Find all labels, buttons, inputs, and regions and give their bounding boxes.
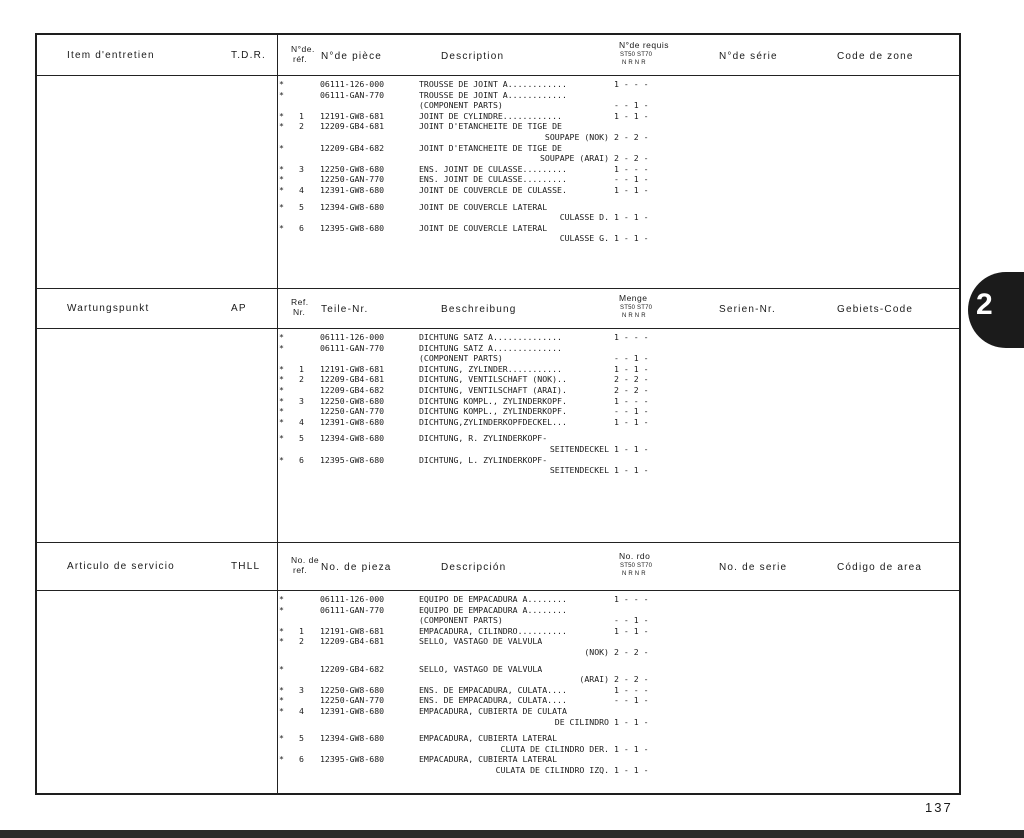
table-row <box>37 594 959 604</box>
part-description: (NOK) <box>584 647 609 657</box>
table-row <box>37 174 959 184</box>
new-model-marker: * <box>279 342 284 353</box>
section-divider <box>37 542 959 543</box>
required-quantity: 1 - - - <box>614 395 649 406</box>
new-model-marker: * <box>279 395 284 406</box>
part-number: 12250-GW8-680 <box>320 684 385 695</box>
new-model-marker: * <box>279 79 284 89</box>
part-number: 06111-126-000 <box>320 79 385 89</box>
new-model-marker: * <box>279 406 284 417</box>
header-area-code: Código de area <box>837 562 923 573</box>
part-number: 12395-GW8-680 <box>320 754 385 765</box>
header-code: THLL <box>231 561 261 572</box>
ref-number: 3 <box>299 684 304 695</box>
table-row <box>37 615 959 625</box>
table-row <box>37 185 959 195</box>
required-quantity: 1 - 1 - <box>614 465 649 476</box>
header-ref-number: No. de <box>291 555 320 565</box>
ref-number: 6 <box>299 454 304 465</box>
header-serial-number: No. de serie <box>719 562 788 573</box>
table-row <box>37 100 959 110</box>
header-area-code: Code de zone <box>837 51 914 62</box>
required-quantity: 2 - 2 - <box>614 385 649 395</box>
part-description: DICHTUNG SATZ A.............. <box>419 342 562 353</box>
table-row <box>37 396 959 406</box>
part-number: 12209-GB4-681 <box>320 636 385 647</box>
header-divider <box>37 590 959 591</box>
required-quantity: 1 - - - <box>614 684 649 695</box>
parts-catalog-table <box>35 33 961 795</box>
part-description: JOINT DE COUVERCLE LATERAL <box>419 222 548 233</box>
part-number: 12394-GW8-680 <box>320 433 385 444</box>
required-quantity: 1 - - - <box>614 594 649 604</box>
part-number: 12250-GAN-770 <box>320 695 385 706</box>
chapter-tab-label: 2 <box>976 288 993 321</box>
part-description: SOUPAPE (ARAI) <box>539 153 609 164</box>
ref-number: 2 <box>299 374 304 385</box>
ref-number: 4 <box>299 706 304 716</box>
required-quantity: 1 - 1 - <box>614 416 649 427</box>
new-model-marker: * <box>279 121 284 132</box>
part-number: 12250-GAN-770 <box>320 174 385 185</box>
new-model-marker: * <box>279 374 284 385</box>
required-quantity: 2 - 2 - <box>614 674 649 685</box>
table-row <box>37 79 959 89</box>
table-row <box>37 733 959 743</box>
header-description: Description <box>441 51 505 62</box>
ref-number: 6 <box>299 222 304 233</box>
part-number: 12209-GB4-681 <box>320 121 385 132</box>
ref-number: 4 <box>299 185 304 195</box>
header-quantity-variants: N R N R <box>622 313 646 319</box>
header-code: AP <box>231 303 247 314</box>
new-model-marker: * <box>279 625 284 636</box>
table-row <box>37 465 959 475</box>
new-model-marker: * <box>279 110 284 121</box>
part-description: ENS. JOINT DE CULASSE......... <box>419 174 567 185</box>
ref-number: 5 <box>299 201 304 212</box>
required-quantity: 1 - 1 - <box>614 716 649 727</box>
table-row <box>37 233 959 243</box>
table-row <box>37 143 959 153</box>
part-number: 06111-126-000 <box>320 594 385 604</box>
header-description: Beschreibung <box>441 304 517 315</box>
table-row <box>37 433 959 443</box>
part-number: 12209-GB4-682 <box>320 663 385 674</box>
table-row <box>37 90 959 100</box>
new-model-marker: * <box>279 684 284 695</box>
part-description: CLUTA DE CILINDRO DER. <box>500 743 609 754</box>
part-number: 12391-GW8-680 <box>320 416 385 427</box>
part-number: 12394-GW8-680 <box>320 201 385 212</box>
table-row <box>37 765 959 775</box>
part-description: SELLO, VASTAGO DE VALVULA <box>419 663 543 674</box>
header-quantity-models: ST50 ST70 <box>620 52 653 58</box>
header-divider <box>37 328 959 329</box>
ref-number: 3 <box>299 395 304 406</box>
part-description: DICHTUNG, R. ZYLINDERKOPF- <box>419 433 548 444</box>
part-description: ENS. DE EMPACADURA, CULATA.... <box>419 684 567 695</box>
part-description: SOUPAPE (NOK) <box>544 132 609 142</box>
header-description: Descripción <box>441 562 507 573</box>
part-description: EMPACADURA, CUBIERTA LATERAL <box>419 754 558 765</box>
header-quantity: No. rdo <box>619 551 651 561</box>
ref-number: 2 <box>299 121 304 132</box>
part-number: 06111-GAN-770 <box>320 604 385 615</box>
header-quantity: N°de requis <box>619 40 670 50</box>
part-number: 12209-GB4-682 <box>320 385 385 395</box>
new-model-marker: * <box>279 454 284 465</box>
required-quantity: 1 - 1 - <box>614 765 649 775</box>
header-code: T.D.R. <box>231 50 266 61</box>
part-number: 06111-126-000 <box>320 332 385 342</box>
table-row <box>37 223 959 233</box>
section-de <box>37 288 959 542</box>
section-fr <box>37 35 959 288</box>
required-quantity: 1 - 1 - <box>614 233 649 244</box>
part-description: (COMPONENT PARTS) <box>419 615 503 626</box>
part-description: TROUSSE DE JOINT A............ <box>419 89 567 100</box>
part-description: DICHTUNG SATZ A.............. <box>419 332 562 342</box>
part-description: (COMPONENT PARTS) <box>419 353 503 364</box>
table-row <box>37 444 959 454</box>
required-quantity: 1 - 1 - <box>614 363 649 374</box>
required-quantity: 2 - 2 - <box>614 647 649 657</box>
header-part-number: N°de pièce <box>321 51 383 62</box>
required-quantity: 2 - 2 - <box>614 374 649 385</box>
ref-number: 3 <box>299 163 304 174</box>
part-description: EQUIPO DE EMPACADURA A........ <box>419 594 567 604</box>
header-service-item: Wartungspunkt <box>67 303 150 314</box>
part-number: 12191-GW8-681 <box>320 363 385 374</box>
part-description: CULASSE D. <box>559 212 609 223</box>
new-model-marker: * <box>279 222 284 233</box>
part-number: 12209-GB4-681 <box>320 374 385 385</box>
required-quantity: - - 1 - <box>614 353 649 364</box>
required-quantity: 1 - 1 - <box>614 212 649 223</box>
part-description: (COMPONENT PARTS) <box>419 100 503 111</box>
new-model-marker: * <box>279 636 284 647</box>
part-description: TROUSSE DE JOINT A............ <box>419 79 567 89</box>
new-model-marker: * <box>279 185 284 195</box>
table-row <box>37 685 959 695</box>
section-es <box>37 542 959 795</box>
part-number: 12391-GW8-680 <box>320 185 385 195</box>
part-description: SEITENDECKEL <box>549 465 609 476</box>
new-model-marker: * <box>279 142 284 153</box>
new-model-marker: * <box>279 433 284 444</box>
part-number: 12394-GW8-680 <box>320 733 385 744</box>
part-description: SEITENDECKEL <box>549 444 609 454</box>
part-description: CULATA DE CILINDRO IZQ. <box>495 765 609 775</box>
required-quantity: 1 - 1 - <box>614 185 649 195</box>
new-model-marker: * <box>279 604 284 615</box>
part-description: EMPACADURA, CUBIERTA LATERAL <box>419 733 558 744</box>
table-row <box>37 647 959 657</box>
table-row <box>37 202 959 212</box>
required-quantity: 1 - - - <box>614 79 649 89</box>
part-number: 12191-GW8-681 <box>320 625 385 636</box>
part-description: DICHTUNG, VENTILSCHAFT (ARAI). <box>419 385 567 395</box>
table-row <box>37 353 959 363</box>
table-row <box>37 164 959 174</box>
table-row <box>37 385 959 395</box>
required-quantity: - - 1 - <box>614 406 649 417</box>
table-row <box>37 364 959 374</box>
part-number: 06111-GAN-770 <box>320 89 385 100</box>
table-row <box>37 343 959 353</box>
part-description: DE CILINDRO <box>554 716 609 727</box>
ref-number: 5 <box>299 733 304 744</box>
part-number: 12395-GW8-680 <box>320 222 385 233</box>
table-row <box>37 153 959 163</box>
header-serial-number: Serien-Nr. <box>719 304 777 315</box>
table-row <box>37 111 959 121</box>
table-row <box>37 332 959 342</box>
ref-number: 1 <box>299 363 304 374</box>
ref-number: 6 <box>299 754 304 765</box>
table-row <box>37 132 959 142</box>
part-number: 12250-GAN-770 <box>320 406 385 417</box>
new-model-marker: * <box>279 174 284 185</box>
header-service-item: Item d'entretien <box>67 50 155 61</box>
header-part-number: Teile-Nr. <box>321 304 369 315</box>
part-description: DICHTUNG KOMPL., ZYLINDERKOPF. <box>419 406 567 417</box>
table-row <box>37 121 959 131</box>
part-description: JOINT DE COUVERCLE LATERAL <box>419 201 548 212</box>
new-model-marker: * <box>279 663 284 674</box>
part-description: JOINT DE CYLINDRE............ <box>419 110 562 121</box>
new-model-marker: * <box>279 89 284 100</box>
part-description: EMPACADURA, CUBIERTA DE CULATA <box>419 706 567 716</box>
header-quantity-models: ST50 ST70 <box>620 563 653 569</box>
required-quantity: - - 1 - <box>614 695 649 706</box>
table-row <box>37 706 959 716</box>
part-description: DICHTUNG KOMPL., ZYLINDERKOPF. <box>419 395 567 406</box>
header-ref-number-line2: réf. <box>293 54 308 64</box>
required-quantity: 1 - 1 - <box>614 625 649 636</box>
table-row <box>37 417 959 427</box>
header-ref-number: Ref. <box>291 297 309 307</box>
required-quantity: - - 1 - <box>614 100 649 111</box>
table-row <box>37 754 959 764</box>
new-model-marker: * <box>279 695 284 706</box>
part-description: DICHTUNG, L. ZYLINDERKOPF- <box>419 454 548 465</box>
new-model-marker: * <box>279 733 284 744</box>
part-number: 12209-GB4-682 <box>320 142 385 153</box>
new-model-marker: * <box>279 363 284 374</box>
required-quantity: 1 - 1 - <box>614 444 649 454</box>
part-description: JOINT DE COUVERCLE DE CULASSE. <box>419 185 567 195</box>
new-model-marker: * <box>279 754 284 765</box>
part-number: 12191-GW8-681 <box>320 110 385 121</box>
ref-number: 5 <box>299 433 304 444</box>
table-row <box>37 374 959 384</box>
part-description: ENS. DE EMPACADURA, CULATA.... <box>419 695 567 706</box>
table-row <box>37 744 959 754</box>
part-description: JOINT D'ETANCHEITE DE TIGE DE <box>419 121 562 132</box>
new-model-marker: * <box>279 706 284 716</box>
header-part-number: No. de pieza <box>321 562 392 573</box>
new-model-marker: * <box>279 385 284 395</box>
new-model-marker: * <box>279 416 284 427</box>
part-description: JOINT D'ETANCHEITE DE TIGE DE <box>419 142 562 153</box>
header-ref-number-line2: Nr. <box>293 307 306 317</box>
header-service-item: Articulo de servicio <box>67 561 175 572</box>
table-row <box>37 406 959 416</box>
required-quantity: 1 - 1 - <box>614 743 649 754</box>
table-row <box>37 674 959 684</box>
required-quantity: 1 - - - <box>614 163 649 174</box>
scan-shadow-edge <box>0 830 1024 838</box>
table-row <box>37 455 959 465</box>
header-ref-number-line2: ref. <box>293 565 308 575</box>
table-row <box>37 636 959 646</box>
required-quantity: 1 - - - <box>614 332 649 342</box>
part-description: ENS. JOINT DE CULASSE......... <box>419 163 567 174</box>
part-description: EQUIPO DE EMPACADURA A........ <box>419 604 567 615</box>
header-area-code: Gebiets-Code <box>837 304 914 315</box>
required-quantity: 1 - 1 - <box>614 110 649 121</box>
new-model-marker: * <box>279 201 284 212</box>
table-row <box>37 664 959 674</box>
header-quantity-variants: N R N R <box>622 571 646 577</box>
header-quantity-models: ST50 ST70 <box>620 305 653 311</box>
page-number: 137 <box>925 800 953 815</box>
header-divider <box>37 75 959 76</box>
part-description: DICHTUNG, ZYLINDER........... <box>419 363 562 374</box>
table-row <box>37 695 959 705</box>
part-number: 06111-GAN-770 <box>320 342 385 353</box>
table-row <box>37 717 959 727</box>
table-row <box>37 605 959 615</box>
section-divider <box>37 288 959 289</box>
required-quantity: 2 - 2 - <box>614 153 649 164</box>
required-quantity: 2 - 2 - <box>614 132 649 142</box>
ref-number: 2 <box>299 636 304 647</box>
table-row <box>37 212 959 222</box>
part-description: DICHTUNG, VENTILSCHAFT (NOK).. <box>419 374 567 385</box>
required-quantity: - - 1 - <box>614 615 649 626</box>
part-number: 12395-GW8-680 <box>320 454 385 465</box>
ref-number: 4 <box>299 416 304 427</box>
part-number: 12250-GW8-680 <box>320 163 385 174</box>
header-quantity: Menge <box>619 293 648 303</box>
part-description: CULASSE G. <box>559 233 609 244</box>
header-ref-number: N°de. <box>291 44 315 54</box>
new-model-marker: * <box>279 163 284 174</box>
part-description: SELLO, VASTAGO DE VALVULA <box>419 636 543 647</box>
new-model-marker: * <box>279 594 284 604</box>
part-number: 12391-GW8-680 <box>320 706 385 716</box>
ref-number: 1 <box>299 110 304 121</box>
required-quantity: - - 1 - <box>614 174 649 185</box>
part-description: (ARAI) <box>579 674 609 685</box>
header-quantity-variants: N R N R <box>622 60 646 66</box>
part-number: 12250-GW8-680 <box>320 395 385 406</box>
new-model-marker: * <box>279 332 284 342</box>
table-row <box>37 626 959 636</box>
part-description: EMPACADURA, CILINDRO.......... <box>419 625 567 636</box>
part-description: DICHTUNG,ZYLINDERKOPFDECKEL... <box>419 416 567 427</box>
ref-number: 1 <box>299 625 304 636</box>
header-serial-number: N°de série <box>719 51 778 62</box>
